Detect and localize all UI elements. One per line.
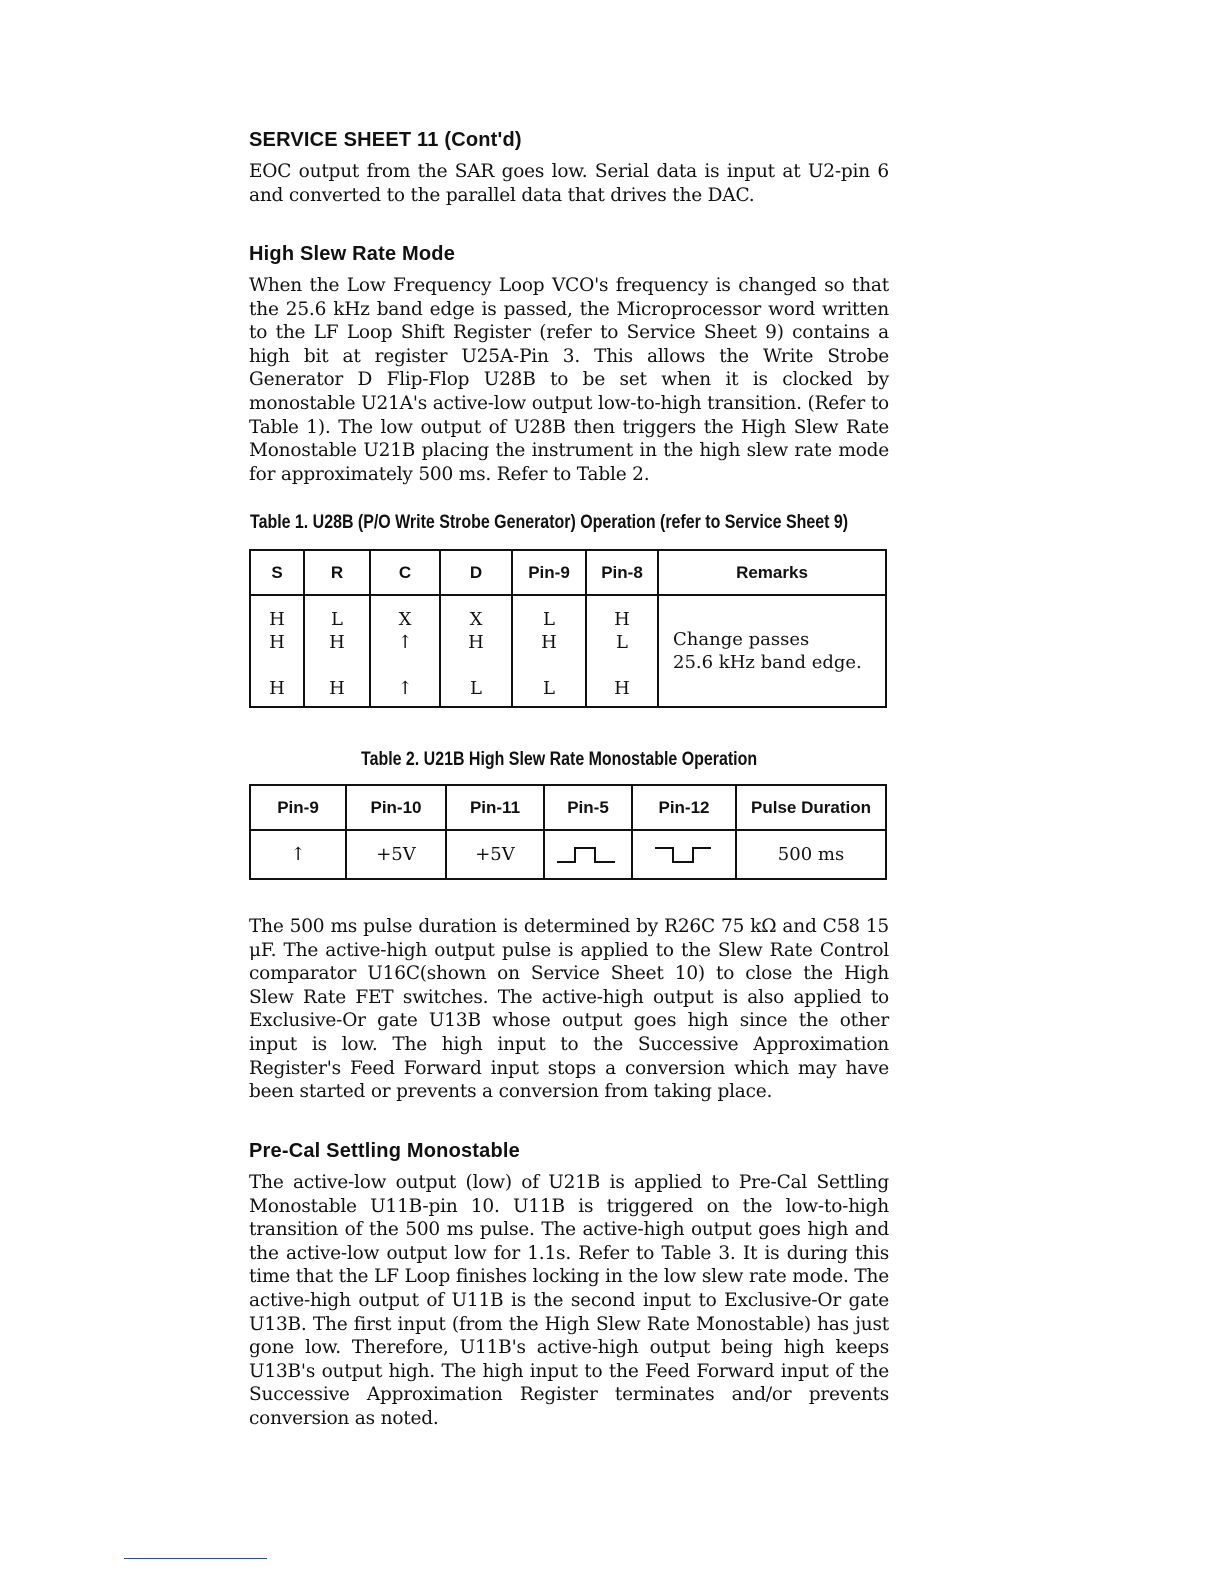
service-sheet-section [249, 129, 889, 207]
high-slew-heading: High Slew Rate Mode [249, 243, 456, 265]
pulse-section [249, 915, 889, 1104]
table2-cell-pin12 [632, 830, 736, 879]
precal-heading: Pre-Cal Settling Monostable [249, 1140, 520, 1162]
table1-cell: L [543, 609, 555, 630]
pulse-paragraph: The 500 ms pulse duration is determined by R26C 75 kΩ and C58 15 μF. The active-high output pulse is applied to the Slew Rate Control comparator U16C(shown on Service Sheet 10) to close the High Slew Rate FET switches. The active-high output is also applied to Exclusive-Or gate U13B whose output goes high since the other input is low. The high input to the Successive Approximation Register's Feed Forward input stops a conversion which may have been started or prevents a conversion from taking place. [249, 916, 889, 1103]
precal-section [249, 1140, 889, 1431]
table2 [249, 784, 887, 880]
table1-cell: H [614, 678, 630, 699]
table2-header-pin5: Pin-5 [544, 785, 632, 830]
table1-col-c [370, 595, 440, 707]
table2-header-pin9: Pin-9 [250, 785, 346, 830]
table1-col-r [304, 595, 370, 707]
intro-paragraph: EOC output from the SAR goes low. Serial data is input at U2-pin 6 and converted to the parallel data that drives the DAC. [249, 161, 889, 206]
table2-header-duration: Pulse Duration [736, 785, 886, 830]
table1-header-c: C [370, 550, 440, 595]
table1-header-d: D [440, 550, 512, 595]
table1-header-r: R [304, 550, 370, 595]
table2-cell-duration: 500 ms [736, 830, 886, 879]
table1-cell: ↑ [397, 632, 413, 653]
table1-header-pin9: Pin-9 [512, 550, 586, 595]
table2-cell-pin5 [544, 830, 632, 879]
positive-pulse-icon [555, 844, 621, 866]
page-title: SERVICE SHEET 11 (Cont'd) [249, 129, 522, 151]
table1 [249, 549, 887, 708]
table2-header-pin12: Pin-12 [632, 785, 736, 830]
table1-col-s [250, 595, 304, 707]
table1-cell: H [541, 632, 557, 653]
footer-rule [124, 1558, 267, 1559]
table1-header-s: S [250, 550, 304, 595]
table2-caption: Table 2. U21B High Slew Rate Monostable Operation [361, 749, 758, 770]
table1-col-remarks [658, 595, 886, 707]
table1-header-remarks: Remarks [658, 550, 886, 595]
table2-header-pin10: Pin-10 [346, 785, 446, 830]
table2-header-pin11: Pin-11 [446, 785, 544, 830]
table2-cell-pin11: +5V [446, 830, 544, 879]
table1-cell: H [269, 632, 285, 653]
table1-remark [673, 628, 885, 674]
table1-cell: X [398, 609, 412, 630]
table2-cell-pin10: +5V [346, 830, 446, 879]
precal-paragraph: The active-low output (low) of U21B is applied to Pre-Cal Settling Monostable U11B-pin 10. U11B is triggered on the low-to-high transition of the 500 ms pulse. The active-high output goes high and the active-low output low for 1.1s. Refer to Table 3. It is during this time that the LF Loop finishes locking in the low slew rate mode. The active-high output of U11B is the second input to Exclusive-Or gate U13B. The first input (from the High Slew Rate Monostable) has just gone low. Therefore, U11B's active-high output being high keeps U13B's output high. The high input to the Feed Forward input of the Successive Approximation Register terminates and/or prevents conversion as noted. [249, 1172, 889, 1429]
table1-cell: L [543, 678, 555, 699]
table1-cell: H [269, 609, 285, 630]
table1-cell: H [329, 678, 345, 699]
table1-col-pin9 [512, 595, 586, 707]
table1-cell: H [614, 609, 630, 630]
negative-pulse-icon [651, 844, 717, 866]
table1-cell: L [470, 678, 482, 699]
table1-remark-line: Change passes [673, 629, 810, 650]
table1-cell: H [269, 678, 285, 699]
table1-remark-line: 25.6 kHz band edge. [673, 652, 862, 673]
table1-cell: H [468, 632, 484, 653]
table1-cell: H [329, 632, 345, 653]
table1-col-pin8 [586, 595, 658, 707]
table1-cell: ↑ [397, 678, 413, 699]
table1-col-d [440, 595, 512, 707]
high-slew-section [249, 243, 889, 486]
table1-cell: L [616, 632, 628, 653]
table1-cell: X [469, 609, 483, 630]
table2-cell-pin9: ↑ [250, 830, 346, 879]
table1-header-pin8: Pin-8 [586, 550, 658, 595]
high-slew-paragraph: When the Low Frequency Loop VCO's frequency is changed so that the 25.6 kHz band edge is passed, the Microprocessor word written to the LF Loop Shift Register (refer to Service Sheet 9) contains a high bit at register U25A-Pin 3. This allows the Write Strobe Generator D Flip-Flop U28B to be set when it is clocked by monostable U21A's active-low output low-to-high transition. (Refer to Table 1). The low output of U28B then triggers the High Slew Rate Monostable U21B placing the instrument in the high slew rate mode for approximately 500 ms. Refer to Table 2. [249, 275, 889, 485]
table1-cell: L [331, 609, 343, 630]
table1-caption: Table 1. U28B (P/O Write Strobe Generator) Operation (refer to Service Sheet 9) [250, 512, 849, 533]
